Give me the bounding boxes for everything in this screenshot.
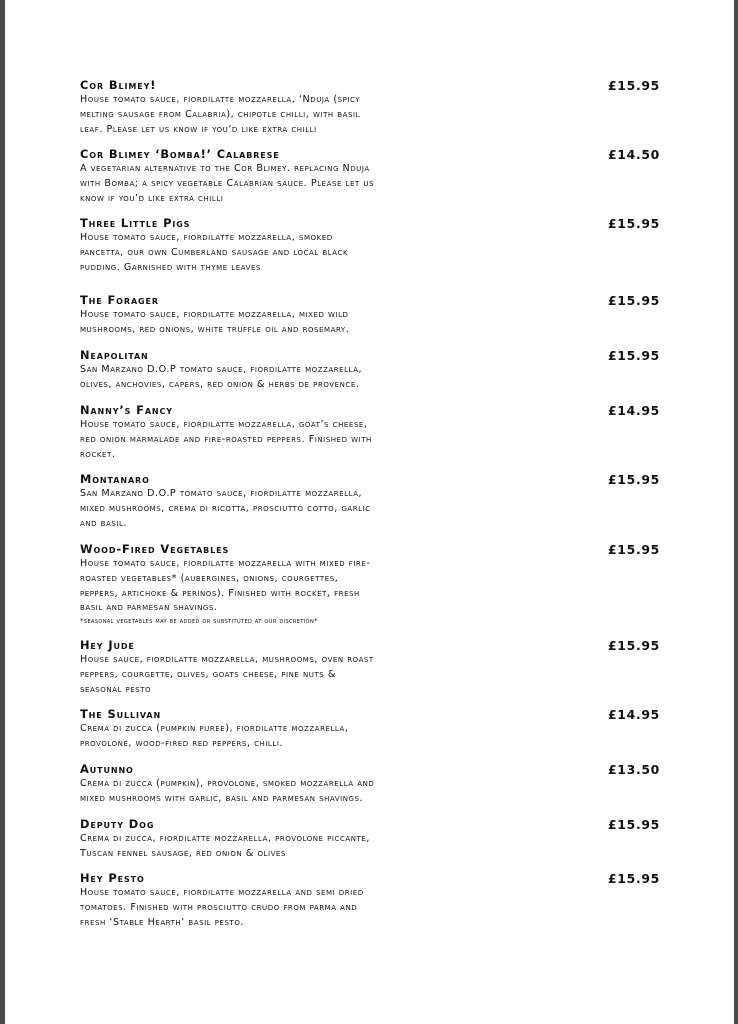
item-description: A vegetarian alternative to the Cor Blimey. replacing Nduja with Bomba; a spicy vegetable Calabrian sauce. Please let us know if you’d like extra chilli [80,163,375,204]
item-price: £15.95 [607,638,660,653]
item-description: House tomato sauce, fiordilatte mozzarella and semi dried tomatoes. Finished with prosciutto crudo from parma and fresh ‘Stable Hearth’ basil pesto. [80,887,364,928]
item-price: £14.95 [607,707,660,722]
menu-item-cor-blimey [80,78,660,137]
item-price: £15.95 [607,78,660,93]
menu-item-three-little-pigs [80,216,660,275]
item-description: House tomato sauce, fiordilatte mozzarella, mixed wild mushrooms, red onions, white truffle oil and rosemary. [80,309,350,335]
item-name: Three Little Pigs [80,216,191,230]
item-name: Cor Blimey! [80,78,157,92]
menu-item-nannys-fancy [80,403,660,462]
item-price: £15.95 [607,293,660,308]
item-description: House tomato sauce, fiordilatte mozzarella with mixed fire- roasted vegetables* (aubergines, onions, courgettes, peppers, artichoke & perinos). Finished with rocket, fresh basil and parmesan shavings. [80,558,371,614]
menu-item-the-sullivan [80,707,660,752]
item-name: Cor Blimey ‘Bomba!’ Calabrese [80,147,280,161]
item-description: House tomato sauce, fiordilatte mozzarella, goat’s cheese, red onion marmalade and fire-roasted peppers. Finished with rocket. [80,419,372,460]
item-name: Autunno [80,762,134,776]
item-name: The Sullivan [80,707,162,721]
menu-item-cor-blimey-bomba [80,147,660,206]
menu-item-deputy-dog [80,817,660,862]
item-description: Crema di zucca (pumpkin), provolone, smoked mozzarella and mixed mushrooms with garlic, basil and parmesan shavings. [80,778,375,804]
item-price: £13.50 [607,762,660,777]
item-price: £15.95 [607,542,660,557]
menu-item-autunno [80,762,660,807]
item-price: £15.95 [607,216,660,231]
menu-item-wood-fired-vegetables [80,542,660,627]
item-name: Hey Pesto [80,871,145,885]
item-price: £15.95 [607,871,660,886]
item-price: £15.95 [607,348,660,363]
item-description: San Marzano D.O.P tomato sauce, fiordilatte mozzarella, mixed mushrooms, crema di ricotta, prosciutto cotto, garlic and basil. [80,488,371,529]
item-description: House sauce, fiordilatte mozzarella, mushrooms, oven roast peppers, courgette, olives, goats cheese, pine nuts & seasonal pesto [80,654,374,695]
item-name: Nanny’s Fancy [80,403,173,417]
menu-item-hey-pesto [80,871,660,930]
item-description: San Marzano D.O.P tomato sauce, fiordilatte mozzarella, olives, anchovies, capers, red onion & herbs de provence. [80,364,363,390]
item-footnote: *seasonal vegetables may be added or substituted at our discretion* [80,617,319,626]
menu-item-the-forager [80,293,660,338]
item-price: £14.50 [607,147,660,162]
menu-item-hey-jude [80,638,660,697]
item-description: Crema di zucca (pumpkin puree), fiordilatte mozzarella, provolone, wood-fired red peppers, chilli. [80,723,349,749]
item-price: £15.95 [607,472,660,487]
menu-item-montanaro [80,472,660,531]
item-description: House tomato sauce, fiordilatte mozzarella, smoked pancetta, our own Cumberland sausage and local black pudding. Garnished with thyme leaves [80,232,349,273]
item-name: Montanaro [80,472,150,486]
item-name: Wood-Fired Vegetables [80,542,230,556]
item-name: The Forager [80,293,159,307]
item-price: £15.95 [607,817,660,832]
item-name: Deputy Dog [80,817,155,831]
item-name: Hey Jude [80,638,135,652]
item-description: House tomato sauce, fiordilatte mozzarella, ‘Nduja (spicy melting sausage from Calabria), chipotle chilli, with basil leaf. Please let us know if you’d like extra chilli [80,94,361,135]
item-description: Crema di zucca, fiordilatte mozzarella, provolone piccante, Tuscan fennel sausage, red onion & olives [80,833,370,859]
item-price: £14.95 [607,403,660,418]
item-name: Neapolitan [80,348,149,362]
menu-item-neapolitan [80,348,660,393]
